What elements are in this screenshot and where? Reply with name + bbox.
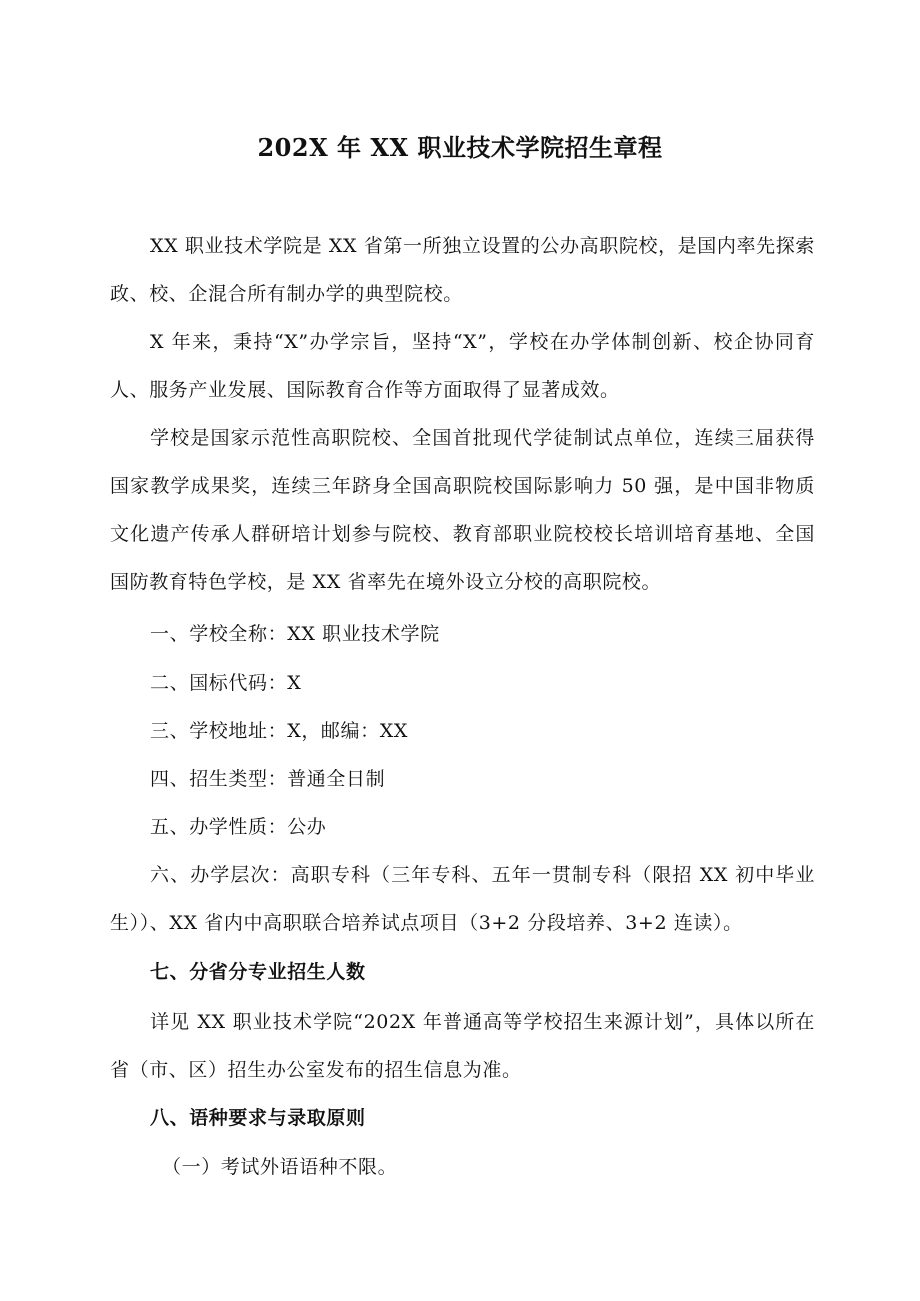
history-paragraph: X 年来，秉持“X”办学宗旨，坚持“X”，学校在办学体制创新、校企协同育人、服务产业发展、国际教育合作等方面取得了显著成效。 bbox=[110, 331, 815, 401]
section8-heading: 八、语种要求与录取原则 bbox=[150, 1107, 366, 1129]
item-code: 二、国标代码：X bbox=[150, 672, 302, 694]
section8-sub1: （一）考试外语语种不限。 bbox=[162, 1156, 398, 1178]
document-title: 202X 年 XX 职业技术学院招生章程 bbox=[257, 133, 663, 162]
item-school-name: 一、学校全称：XX 职业技术学院 bbox=[150, 623, 440, 645]
section7-heading: 七、分省分专业招生人数 bbox=[150, 961, 366, 983]
item-nature: 五、办学性质：公办 bbox=[150, 816, 327, 838]
intro-paragraph: XX 职业技术学院是 XX 省第一所独立设置的公办高职院校，是国内率先探索政、校、企混合所有制办学的典型院校。 bbox=[110, 235, 815, 305]
section7-text: 详见 XX 职业技术学院“202X 年普通高等学校招生来源计划”，具体以所在省（市、区）招生办公室发布的招生信息为准。 bbox=[110, 1011, 815, 1081]
item-type: 四、招生类型：普通全日制 bbox=[150, 768, 386, 790]
honors-paragraph: 学校是国家示范性高职院校、全国首批现代学徒制试点单位，连续三届获得国家教学成果奖，连续三年跻身全国高职院校国际影响力 50 强，是中国非物质文化遗产传承人群研培计划参与院校、教育部职业院校校长培训培育基地、全国国防教育特色学校，是 XX 省率先在境外设立分校的高职院校。 bbox=[110, 427, 815, 593]
item-level: 六、办学层次：高职专科（三年专科、五年一贯制专科（限招 XX 初中毕业生））、XX 省内中高职联合培养试点项目（3+2 分段培养、3+2 连读）。 bbox=[110, 864, 815, 934]
item-address: 三、学校地址：X，邮编：XX bbox=[150, 720, 408, 742]
